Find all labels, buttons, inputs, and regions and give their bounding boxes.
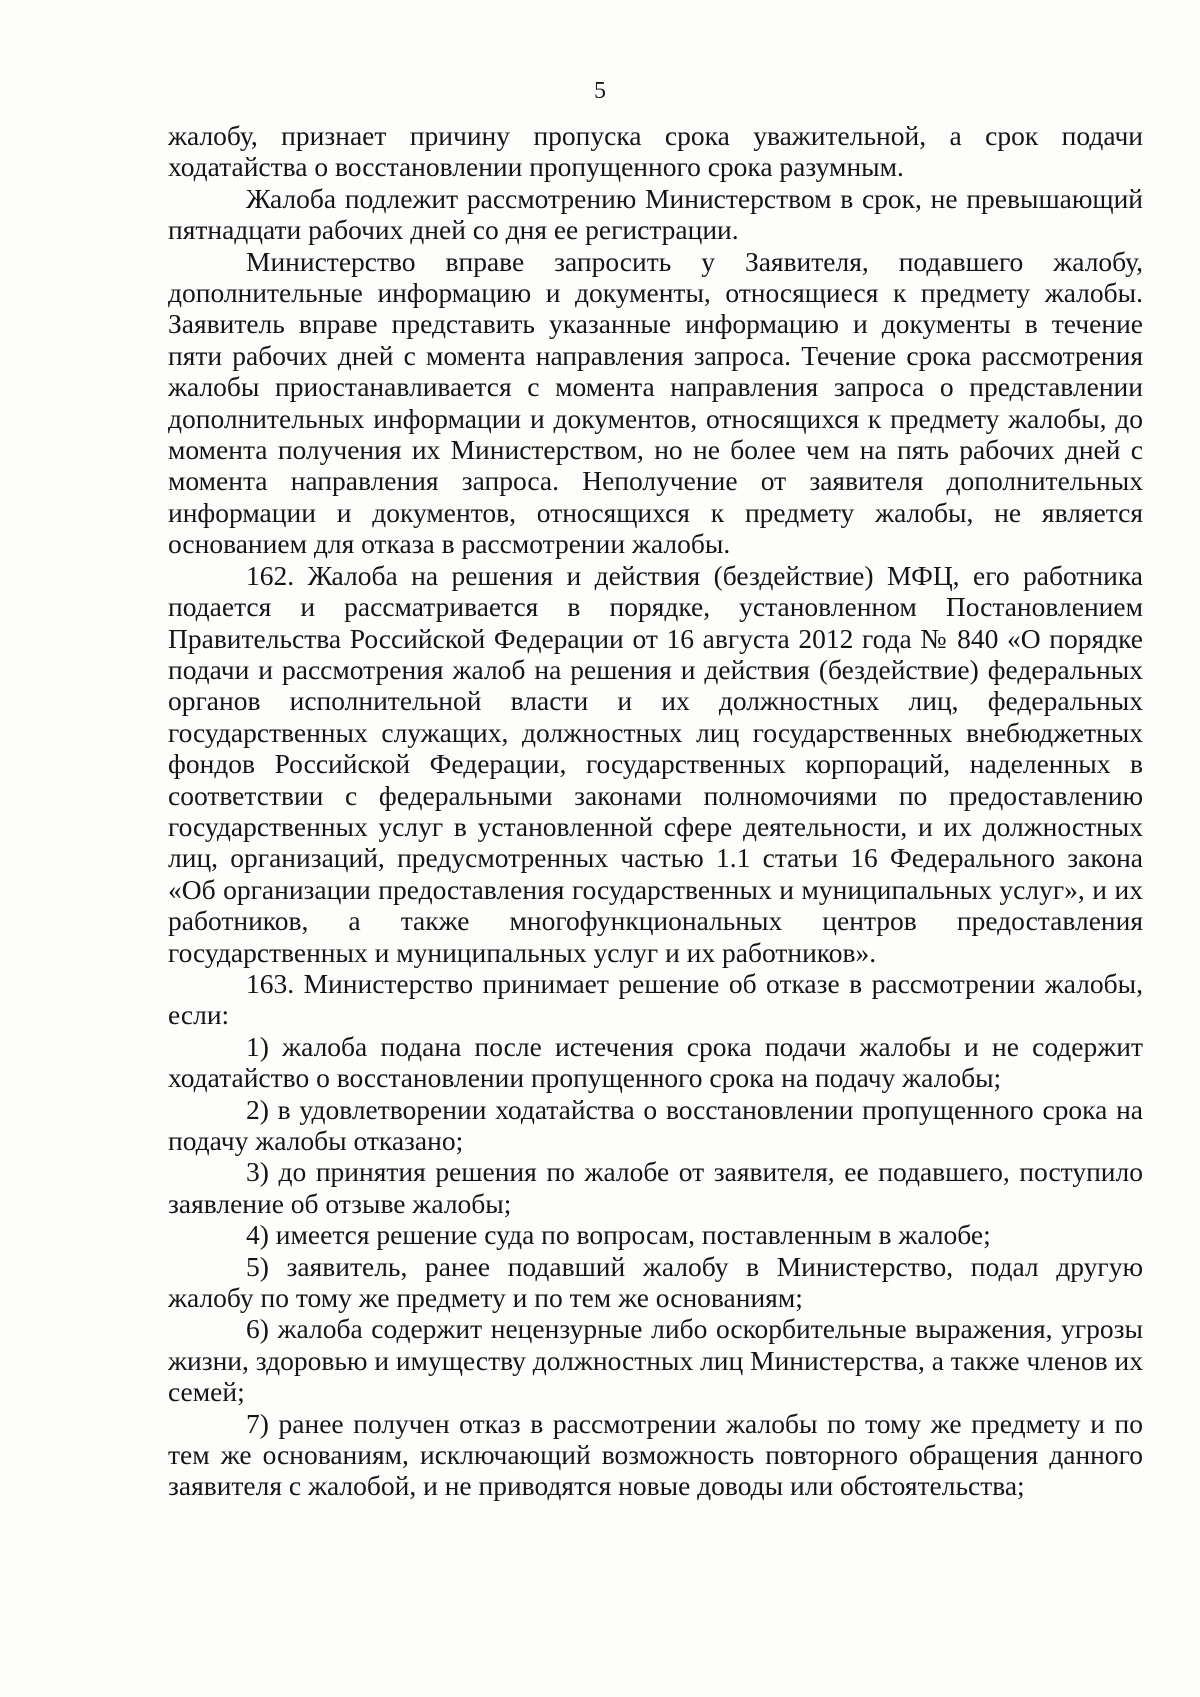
list-item-4: 4) имеется решение суда по вопросам, поставленным в жалобе; [246, 1219, 991, 1251]
document-body [168, 120, 1143, 1502]
list-item-2: 2) в удовлетворении ходатайства о восстановлении пропущенного срока на подачу жалобы отказано; [168, 1093, 1143, 1156]
page-number: 5 [594, 78, 606, 104]
list-item-5: 5) заявитель, ранее подавший жалобу в Министерство, подал другую жалобу по тому же предмету и по тем же основаниям; [168, 1250, 1143, 1314]
paragraph-163: 163. Министерство принимает решение об отказе в рассмотрении жалобы, если: [168, 967, 1143, 1031]
paragraph-additional-info: Министерство вправе запросить у Заявителя, подавшего жалобу, дополнительные информацию и документы, относящиеся к предмету жалобы. Заявитель вправе представить указанные информацию и документы в течение пяти рабочих дней с момента направления запроса. Течение срока рассмотрения жалобы приостанавливается с момента направления запроса о представлении дополнительных информации и документов, относящихся к предмету жалобы, до момента получения их Министерством, но не более чем на пять рабочих дней с момента направления запроса. Неполучение от заявителя дополнительных информации и документов, относящихся к предмету жалобы, не является основанием для отказа в рассмотрении жалобы. [168, 245, 1143, 560]
list-item-6: 6) жалоба содержит нецензурные либо оскорбительные выражения, угрозы жизни, здоровью и имуществу должностных лиц Министерства, а также членов их семей; [168, 1313, 1143, 1408]
list-item-7: 7) ранее получен отказ в рассмотрении жалобы по тому же предмету и по тем же основаниям, исключающий возможность повторного обращения данного заявителя с жалобой, и не приводятся новые доводы или обстоятельства; [168, 1407, 1143, 1502]
paragraph-162: 162. Жалоба на решения и действия (бездействие) МФЦ, его работника подается и рассматривается в порядке, установленном Постановлением Правительства Российской Федерации от 16 августа 2012 года № 840 «О порядке подачи и рассмотрения жалоб на решения и действия (бездействие) федеральных органов исполнительной власти и их должностных лиц, федеральных государственных служащих, должностных лиц государственных внебюджетных фондов Российской Федерации, государственных корпораций, наделенных в соответствии с федеральными законами полномочиями по предоставлению государственных услуг в установленной сфере деятельности, и их должностных лиц, организаций, предусмотренных частью 1.1 статьи 16 Федерального закона «Об организации предоставления государственных и муниципальных услуг», и их работников, а также многофункциональных центров предоставления государственных и муниципальных услуг и их работников». [168, 559, 1143, 968]
paragraph-continuation: жалобу, признает причину пропуска срока уважительной, а срок подачи ходатайства о восстановлении пропущенного срока разумным. [168, 120, 1143, 183]
list-item-3: 3) до принятия решения по жалобе от заявителя, ее подавшего, поступило заявление об отзыве жалобы; [168, 1156, 1143, 1219]
paragraph-review-term: Жалоба подлежит рассмотрению Министерством в срок, не превышающий пятнадцати рабочих дней со дня ее регистрации. [168, 182, 1143, 246]
list-item-1: 1) жалоба подана после истечения срока подачи жалобы и не содержит ходатайство о восстановлении пропущенного срока на подачу жалобы; [168, 1030, 1143, 1094]
